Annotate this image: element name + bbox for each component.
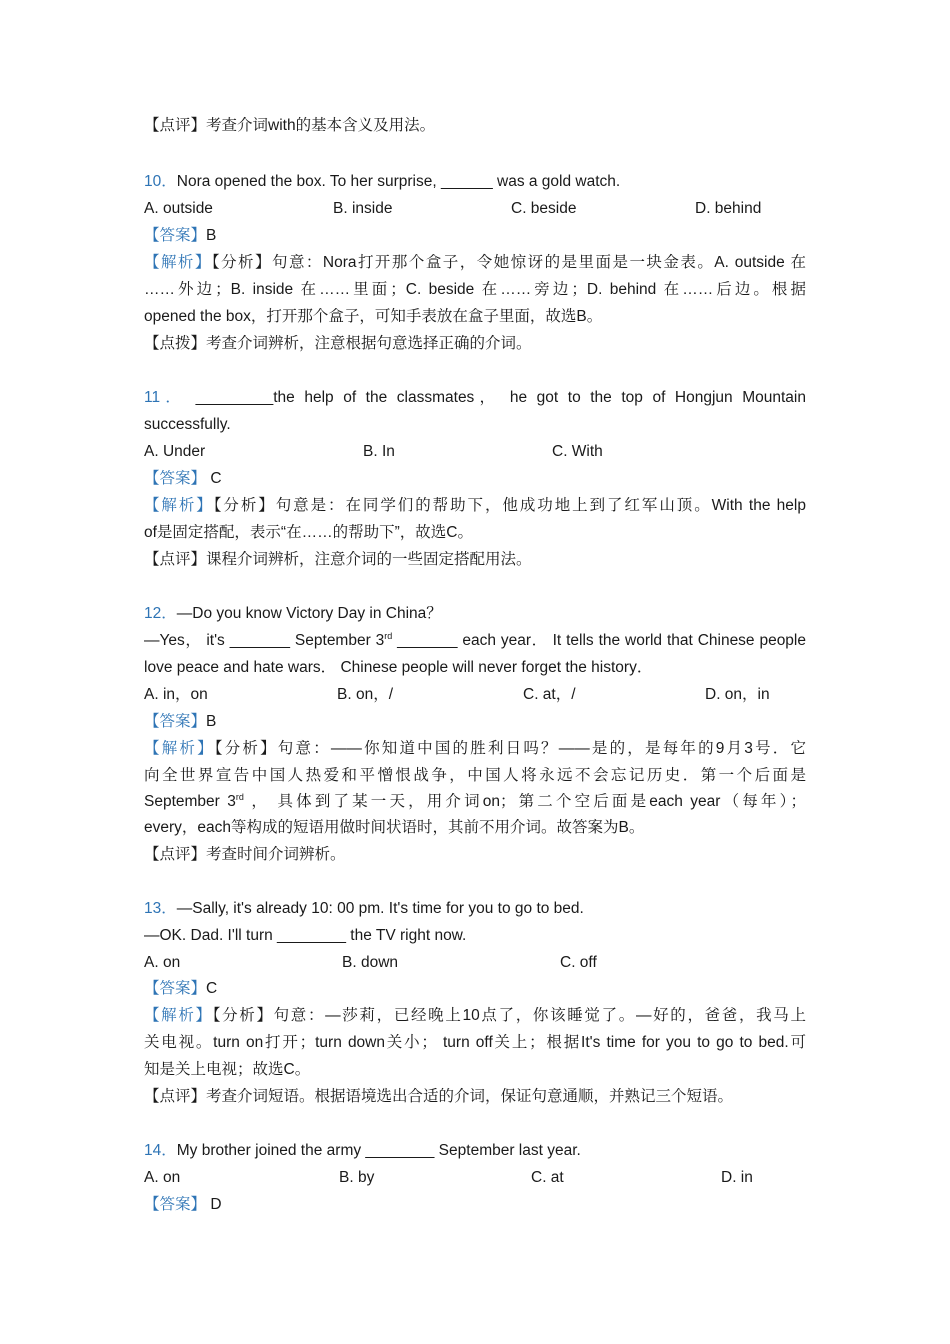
analysis-line: opened the box，打开那个盒子，可知手表放在盒子里面，故选B。 [144, 308, 603, 325]
question-text: —Do you know Victory Day in China？ [176, 605, 442, 622]
question-number: 12． [144, 605, 177, 622]
question-reply-cont: love peace and hate wars． Chinese people will never forget the history． [144, 659, 653, 676]
analysis-line: 关电视。turn on打开；turn down关小； turn off关上；根据It's time for you to go to bed.可 [144, 1034, 806, 1051]
analysis-tag: 【解析】 [144, 1007, 213, 1024]
option-b: B. by [339, 1169, 375, 1186]
question-11 [144, 387, 806, 409]
analysis-line: 知是关上电视；故选C。 [144, 1061, 311, 1078]
option-a: A. outside [144, 200, 213, 217]
question-number: 10． [144, 173, 177, 190]
answer-value: C [206, 980, 218, 997]
analysis-tag: 【解析】 [144, 254, 212, 271]
option-a: A. on [144, 1169, 181, 1186]
analysis-line: 【解析】【分析】句意：—莎莉，已经晚上10点了，你该睡觉了。—好的，爸爸，我马上 [144, 1007, 806, 1024]
question-text: _________the help of the classmates， he got to the top of Hongjun Mountain [195, 389, 806, 406]
question-14 [144, 1140, 806, 1162]
answer-line [144, 711, 806, 733]
option-c: C. beside [511, 200, 577, 217]
question-text-cont: successfully. [144, 416, 231, 433]
answer-value: C [210, 470, 222, 487]
question-text: Nora opened the box. To her surprise, ______ was a gold watch. [176, 173, 621, 190]
option-c: C. off [560, 954, 597, 971]
answer-tag: 【答案】 [144, 1196, 207, 1213]
option-d: D. behind [695, 200, 762, 217]
analysis-line: every，each等构成的短语用做时间状语时，其前不用介词。故答案为B。 [144, 819, 645, 836]
comment-line: 【点评】考查介词短语。根据语境选出合适的介词，保证句意通顺，并熟记三个短语。 [144, 1088, 734, 1105]
analysis-line: 向全世界宣告中国人热爱和平憎恨战争，中国人将永远不会忘记历史．第一个后面是 [144, 767, 806, 784]
comment-line: 【点评】课程介词辨析，注意介词的一些固定搭配用法。 [144, 551, 532, 568]
answer-value: B [206, 227, 217, 244]
option-c: C. at [531, 1169, 564, 1186]
option-a: A. Under [144, 443, 206, 460]
answer-value: B [206, 713, 217, 730]
comment-line: 【点评】考查时间介词辨析。 [144, 846, 346, 863]
analysis-line: of是固定搭配，表示“在……的帮助下”，故选C。 [144, 524, 473, 541]
question-reply: —Yes， it's _______ September 3rd _______ each year． It tells the world that Chinese people [144, 631, 806, 649]
answer-tag: 【答案】 [144, 470, 207, 487]
answer-tag: 【答案】 [144, 227, 207, 244]
option-d: D. in [721, 1169, 753, 1186]
analysis-line: 【解析】【分析】句意：——你知道中国的胜利日吗？——是的，是每年的9月3号．它 [144, 740, 806, 757]
option-b: B. on，/ [337, 686, 393, 703]
question-number: 11． [144, 389, 187, 406]
question-reply: —OK. Dad. I'll turn ________ the TV right now. [144, 927, 467, 944]
option-a: A. on [144, 954, 181, 971]
answer-tag: 【答案】 [144, 713, 207, 730]
answer-tag: 【答案】 [144, 980, 207, 997]
option-c: C. at，/ [523, 686, 576, 703]
question-13 [144, 898, 806, 920]
option-c: C. With [552, 443, 603, 460]
option-a: A. in，on [144, 686, 208, 703]
analysis-tag: 【解析】 [144, 740, 215, 757]
analysis-line: ……外边；B. inside 在……里面；C. beside 在……旁边；D. behind 在……后边。根据 [144, 281, 806, 298]
analysis-line: 【解析】【分析】句意是：在同学们的帮助下，他成功地上到了红军山顶。With the help [144, 497, 806, 514]
answer-line [144, 978, 806, 1000]
analysis-tag: 【解析】 [144, 497, 214, 514]
question-text: My brother joined the army ________ September last year. [176, 1142, 581, 1159]
option-b: B. down [342, 954, 399, 971]
option-b: B. In [363, 443, 395, 460]
option-d: D. on，in [705, 686, 770, 703]
answer-line [144, 225, 806, 247]
question-number: 13． [144, 900, 177, 917]
answer-line [144, 1194, 806, 1216]
previous-comment: 【点评】考查介词with的基本含义及用法。 [144, 117, 436, 134]
comment-line: 【点拨】考查介词辨析，注意根据句意选择正确的介词。 [144, 335, 532, 352]
analysis-line: 【解析】【分析】句意：Nora打开那个盒子，令她惊讶的是里面是一块金表。A. outside 在 [144, 254, 806, 271]
analysis-line: September 3rd ， 具体到了某一天，用介词on；第二个空后面是each year（每年）； [144, 792, 806, 810]
question-12 [144, 603, 806, 625]
answer-line [144, 468, 806, 490]
question-10 [144, 171, 806, 193]
question-number: 14． [144, 1142, 177, 1159]
answer-value: D [210, 1196, 222, 1213]
question-text: —Sally, it's already 10: 00 pm. It's time for you to go to bed. [176, 900, 584, 917]
option-b: B. inside [333, 200, 393, 217]
